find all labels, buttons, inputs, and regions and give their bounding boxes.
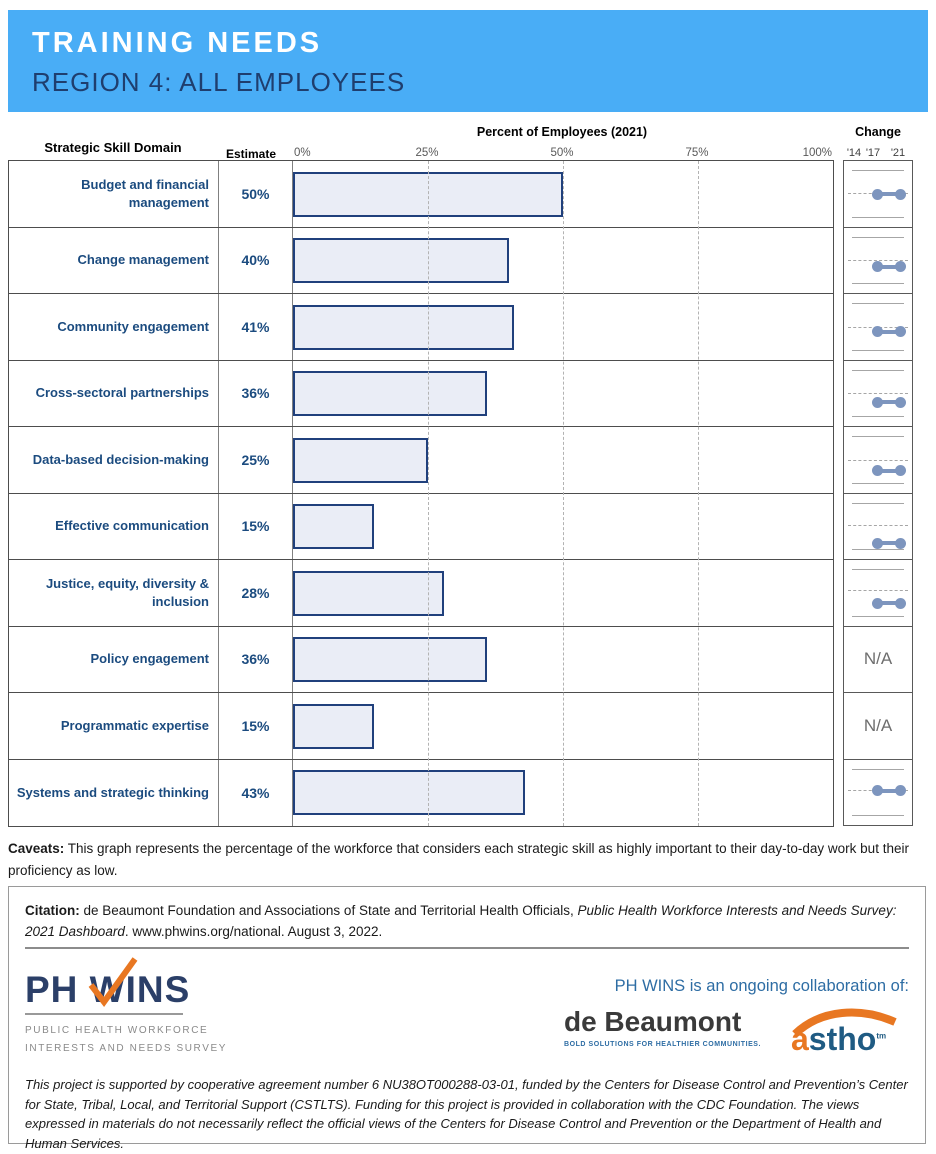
spark-dot-17: [872, 261, 883, 272]
axis-tick-0: 0%: [294, 147, 311, 159]
debeaumont-logo: [564, 1007, 761, 1048]
phwins-logo-text: [25, 971, 305, 1008]
table-row: [9, 627, 833, 694]
estimate-bar: [293, 305, 514, 350]
spark-top-line: [852, 303, 904, 304]
gridline-75: [698, 161, 699, 826]
citation-pre: de Beaumont Foundation and Associations of State and Territorial Health Officials,: [79, 903, 578, 918]
table-row: [9, 494, 833, 561]
disclaimer-text: This project is supported by cooperative agreement number 6 NU38OT000288-03-01, funded by the Centers for Disease Control and Prevention’s Center for State, Tribal, Local, and Territorial Support (CSTLTS). Funding for this project is provided in collaboration with the CDC Foundation. The views expressed in materials do not necessarily reflect the official views of the Centers for Disease Control and Prevention or the Department of Health and Human Services.: [25, 1077, 908, 1151]
spark-bottom-line: [852, 350, 904, 351]
estimate-bar: [293, 371, 487, 416]
debeaumont-tagline: BOLD SOLUTIONS FOR HEALTHIER COMMUNITIES.: [563, 1040, 761, 1048]
caveats-label: Caveats:: [8, 841, 65, 856]
estimate-value: 15%: [219, 494, 293, 560]
change-cell: [843, 227, 913, 295]
change-column-header: Change: [855, 125, 901, 139]
spark-dot-21: [895, 598, 906, 609]
change-cell: [843, 759, 913, 827]
caveats-body: This graph represents the percentage of the workforce that considers each strategic skill as highly important to their day-to-day work but their proficiency as low.: [8, 841, 909, 878]
domain-label: Budget and financial management: [9, 161, 219, 227]
spark-dot-21: [895, 538, 906, 549]
estimate-value: 36%: [219, 627, 293, 693]
estimate-bar: [293, 438, 428, 483]
table-row: [9, 427, 833, 494]
gridline-50: [563, 161, 564, 826]
citation-italic: Public Health Workforce Interests and Needs Survey: 2021 Dashboard: [25, 903, 897, 939]
spark-top-line: [852, 569, 904, 570]
change-year-21: '21: [890, 147, 906, 159]
spark-dot-17: [872, 326, 883, 337]
caveats-text: [8, 838, 928, 881]
estimate-value: 25%: [219, 427, 293, 493]
domain-label: Effective communication: [9, 494, 219, 560]
estimate-bar: [293, 504, 374, 549]
domain-label: Systems and strategic thinking: [9, 760, 219, 827]
estimate-value: 40%: [219, 228, 293, 294]
citation-text: [25, 901, 909, 943]
change-year-14: '14: [846, 147, 862, 159]
change-year-17: '17: [865, 147, 881, 159]
axis-tick-100: 100%: [802, 147, 832, 159]
change-cell: [843, 360, 913, 428]
estimate-column-header: Estimate: [225, 147, 277, 161]
axis-tick-75: 75%: [685, 147, 709, 159]
estimate-value: 43%: [219, 760, 293, 827]
estimate-value: 41%: [219, 294, 293, 360]
astho-wordmark: [791, 1023, 886, 1055]
citation-footer-box: [8, 886, 926, 1151]
phwins-logo: [25, 971, 305, 1058]
change-cell: [843, 559, 913, 627]
spark-bottom-line: [852, 416, 904, 417]
spark-top-line: [852, 769, 904, 770]
citation-label: Citation:: [25, 903, 80, 918]
change-na-label: N/A: [863, 649, 893, 669]
table-row: [9, 560, 833, 627]
table-row: [9, 228, 833, 295]
change-cell: [843, 626, 913, 694]
spark-bottom-line: [852, 815, 904, 816]
table-row: [9, 161, 833, 228]
phwins-logo-rule: [25, 1013, 183, 1015]
spark-top-line: [852, 436, 904, 437]
spark-dot-17: [872, 598, 883, 609]
table-row: [9, 760, 833, 827]
spark-dot-17: [872, 538, 883, 549]
astho-logo: [789, 1007, 907, 1063]
spark-dot-21: [895, 397, 906, 408]
phwins-check-icon: [85, 957, 141, 1013]
change-cell: [843, 692, 913, 760]
spark-dot-21: [895, 785, 906, 796]
estimate-bar: [293, 704, 374, 749]
domain-label: Change management: [9, 228, 219, 294]
estimate-value: 28%: [219, 560, 293, 626]
domain-column-header: Strategic Skill Domain: [44, 140, 182, 155]
spark-top-line: [852, 503, 904, 504]
change-cell: [843, 493, 913, 561]
spark-bottom-line: [852, 283, 904, 284]
spark-dot-21: [895, 261, 906, 272]
spark-dot-21: [895, 326, 906, 337]
change-cell: [843, 293, 913, 361]
title-banner: [8, 10, 928, 112]
spark-top-line: [852, 170, 904, 171]
spark-dot-17: [872, 465, 883, 476]
estimate-bar: [293, 770, 525, 815]
collaboration-text: PH WINS is an ongoing collaboration of:: [614, 977, 909, 995]
change-cell: [843, 426, 913, 494]
domain-label: Community engagement: [9, 294, 219, 360]
table-row: [9, 361, 833, 428]
spark-dot-21: [895, 465, 906, 476]
domain-label: Programmatic expertise: [9, 693, 219, 759]
phwins-tagline-2: INTERESTS AND NEEDS SURVEY: [25, 1043, 228, 1054]
spark-dash-line-14: [848, 525, 908, 526]
domain-label: Cross-sectoral partnerships: [9, 361, 219, 427]
phwins-wordmark: PH WINS: [25, 969, 191, 1010]
divider-line: [25, 947, 909, 949]
domain-label: Data-based decision-making: [9, 427, 219, 493]
page-subtitle: REGION 4: ALL EMPLOYEES: [32, 67, 406, 97]
spark-bottom-line: [852, 549, 904, 550]
astho-letter-a: a: [791, 1021, 809, 1057]
spark-dash-line-14: [848, 590, 908, 591]
axis-tick-25: 25%: [415, 147, 439, 159]
change-na-label: N/A: [863, 715, 893, 735]
table-row: [9, 693, 833, 760]
estimate-bar: [293, 238, 509, 283]
table-row: [9, 294, 833, 361]
axis-title: Percent of Employees (2021): [476, 125, 648, 139]
change-column: [843, 160, 913, 827]
estimate-value: 15%: [219, 693, 293, 759]
estimate-value: 50%: [219, 161, 293, 227]
spark-dot-17: [872, 785, 883, 796]
spark-bottom-line: [852, 483, 904, 484]
spark-top-line: [852, 237, 904, 238]
chart-table: [8, 160, 834, 827]
citation-post: . www.phwins.org/national. August 3, 2022.: [124, 923, 383, 939]
spark-top-line: [852, 370, 904, 371]
spark-dot-21: [895, 189, 906, 200]
astho-letters-stho: stho: [808, 1021, 877, 1057]
change-cell: [843, 160, 913, 228]
spark-dot-17: [872, 397, 883, 408]
spark-bottom-line: [852, 616, 904, 617]
domain-label: Justice, equity, diversity & inclusion: [9, 560, 219, 626]
spark-dot-17: [872, 189, 883, 200]
astho-tm: tm: [876, 1031, 887, 1041]
page-title: TRAINING NEEDS: [32, 27, 323, 59]
phwins-tagline-1: PUBLIC HEALTH WORKFORCE: [25, 1025, 209, 1036]
spark-bottom-line: [852, 217, 904, 218]
estimate-value: 36%: [219, 361, 293, 427]
domain-label: Policy engagement: [9, 627, 219, 693]
gridline-25: [428, 161, 429, 826]
estimate-bar: [293, 571, 444, 616]
estimate-bar: [293, 637, 487, 682]
spark-dash-line-14: [848, 460, 908, 461]
axis-tick-50: 50%: [550, 147, 574, 159]
debeaumont-wordmark: de Beaumont: [563, 1006, 742, 1037]
spark-dash-line-14: [848, 393, 908, 394]
partner-logos: [564, 1007, 907, 1063]
